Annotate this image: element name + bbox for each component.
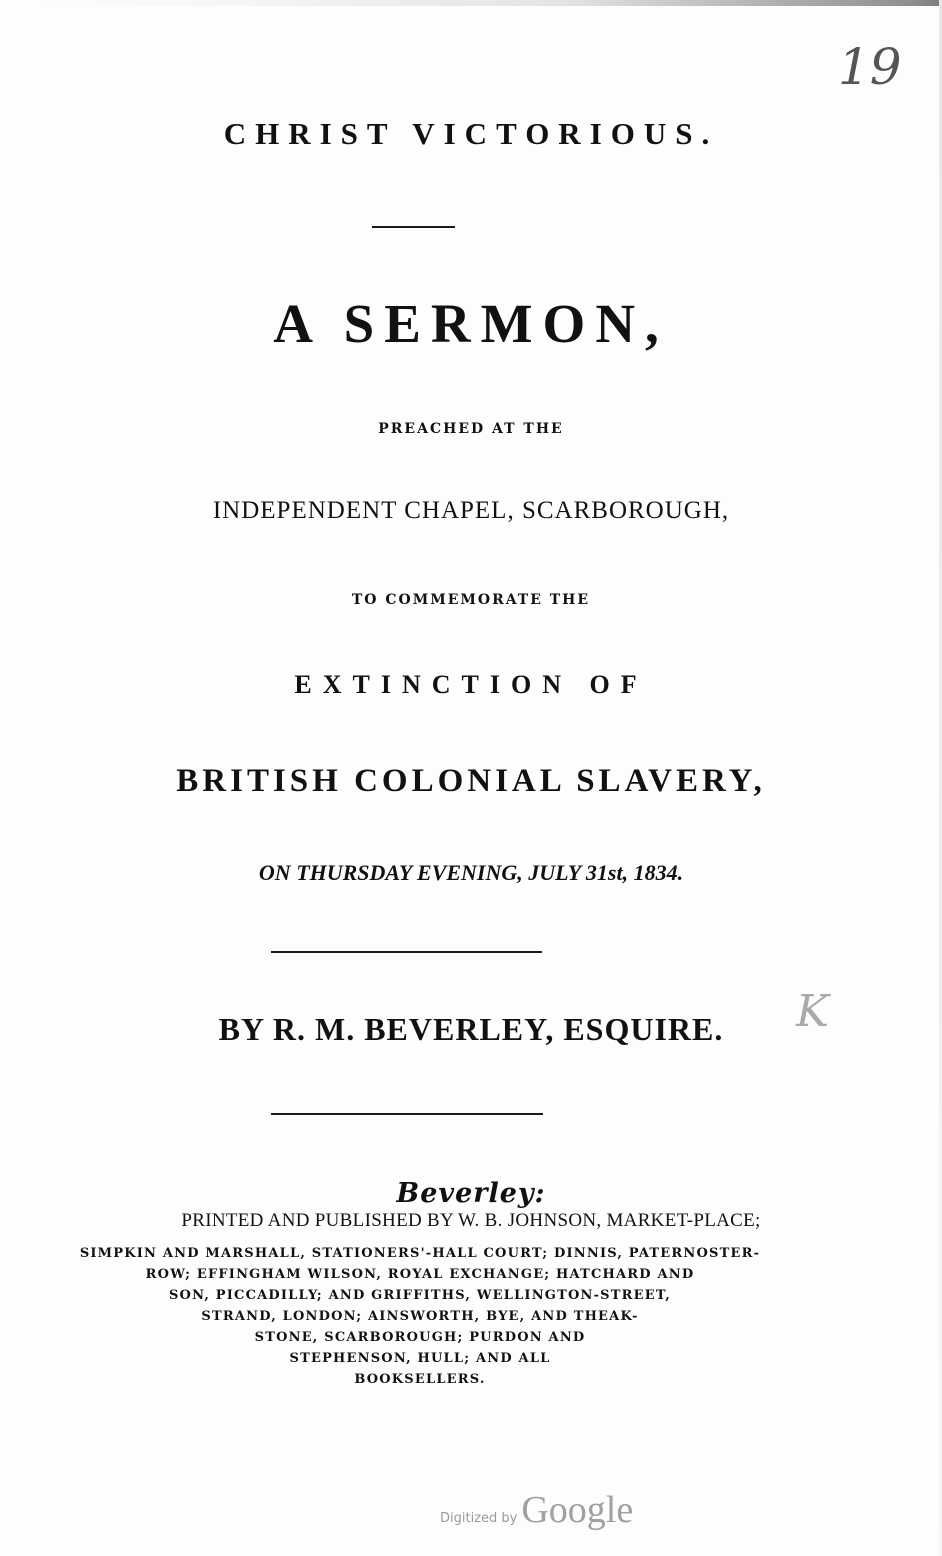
imprint-line: SIMPKIN AND MARSHALL, STATIONERS'-HALL COURT; DINNIS, PATERNOSTER-: [79, 1246, 761, 1261]
imprint-line: STONE, SCARBOROUGH; PURDON AND: [254, 1330, 586, 1345]
watermark-prefix: Digitized by: [440, 1511, 518, 1526]
page-top-edge: [0, 0, 942, 6]
preached-at-line: PREACHED AT THE: [378, 421, 564, 437]
rule-long-upper: [271, 951, 542, 953]
imprint-line: STRAND, LONDON; AINSWORTH, BYE, AND THEAK-: [201, 1309, 639, 1324]
digitized-watermark: [440, 1488, 633, 1532]
imprint-printer: PRINTED AND PUBLISHED BY W. B. JOHNSON, MARKET-PLACE;: [181, 1210, 761, 1231]
rule-short: [372, 226, 455, 228]
imprint-booksellers: [70, 1243, 770, 1390]
imprint-place: Beverley:: [396, 1178, 546, 1209]
book-title: CHRIST VICTORIOUS.: [223, 116, 719, 151]
slavery-line: BRITISH COLONIAL SLAVERY,: [176, 763, 766, 799]
imprint-line: SON, PICCADILLY; AND GRIFFITHS, WELLINGTON-STREET,: [168, 1288, 672, 1303]
handwritten-mark: K: [796, 986, 829, 1037]
sermon-heading: A SERMON,: [273, 293, 669, 354]
rule-long-lower: [271, 1113, 543, 1115]
date-line: ON THURSDAY EVENING, JULY 31st, 1834.: [258, 860, 684, 885]
extinction-line: EXTINCTION OF: [294, 670, 648, 699]
imprint-line: BOOKSELLERS.: [354, 1372, 486, 1387]
handwritten-folio-number: 19: [838, 38, 902, 96]
commemorate-line: TO COMMEMORATE THE: [351, 592, 591, 608]
watermark-brand: Google: [521, 1489, 634, 1531]
author-line: BY R. M. BEVERLEY, ESQUIRE.: [218, 1011, 724, 1047]
chapel-line: INDEPENDENT CHAPEL, SCARBOROUGH,: [212, 497, 730, 524]
imprint-line: ROW; EFFINGHAM WILSON, ROYAL EXCHANGE; HATCHARD AND: [145, 1267, 695, 1282]
imprint-line: STEPHENSON, HULL; AND ALL: [289, 1351, 551, 1366]
